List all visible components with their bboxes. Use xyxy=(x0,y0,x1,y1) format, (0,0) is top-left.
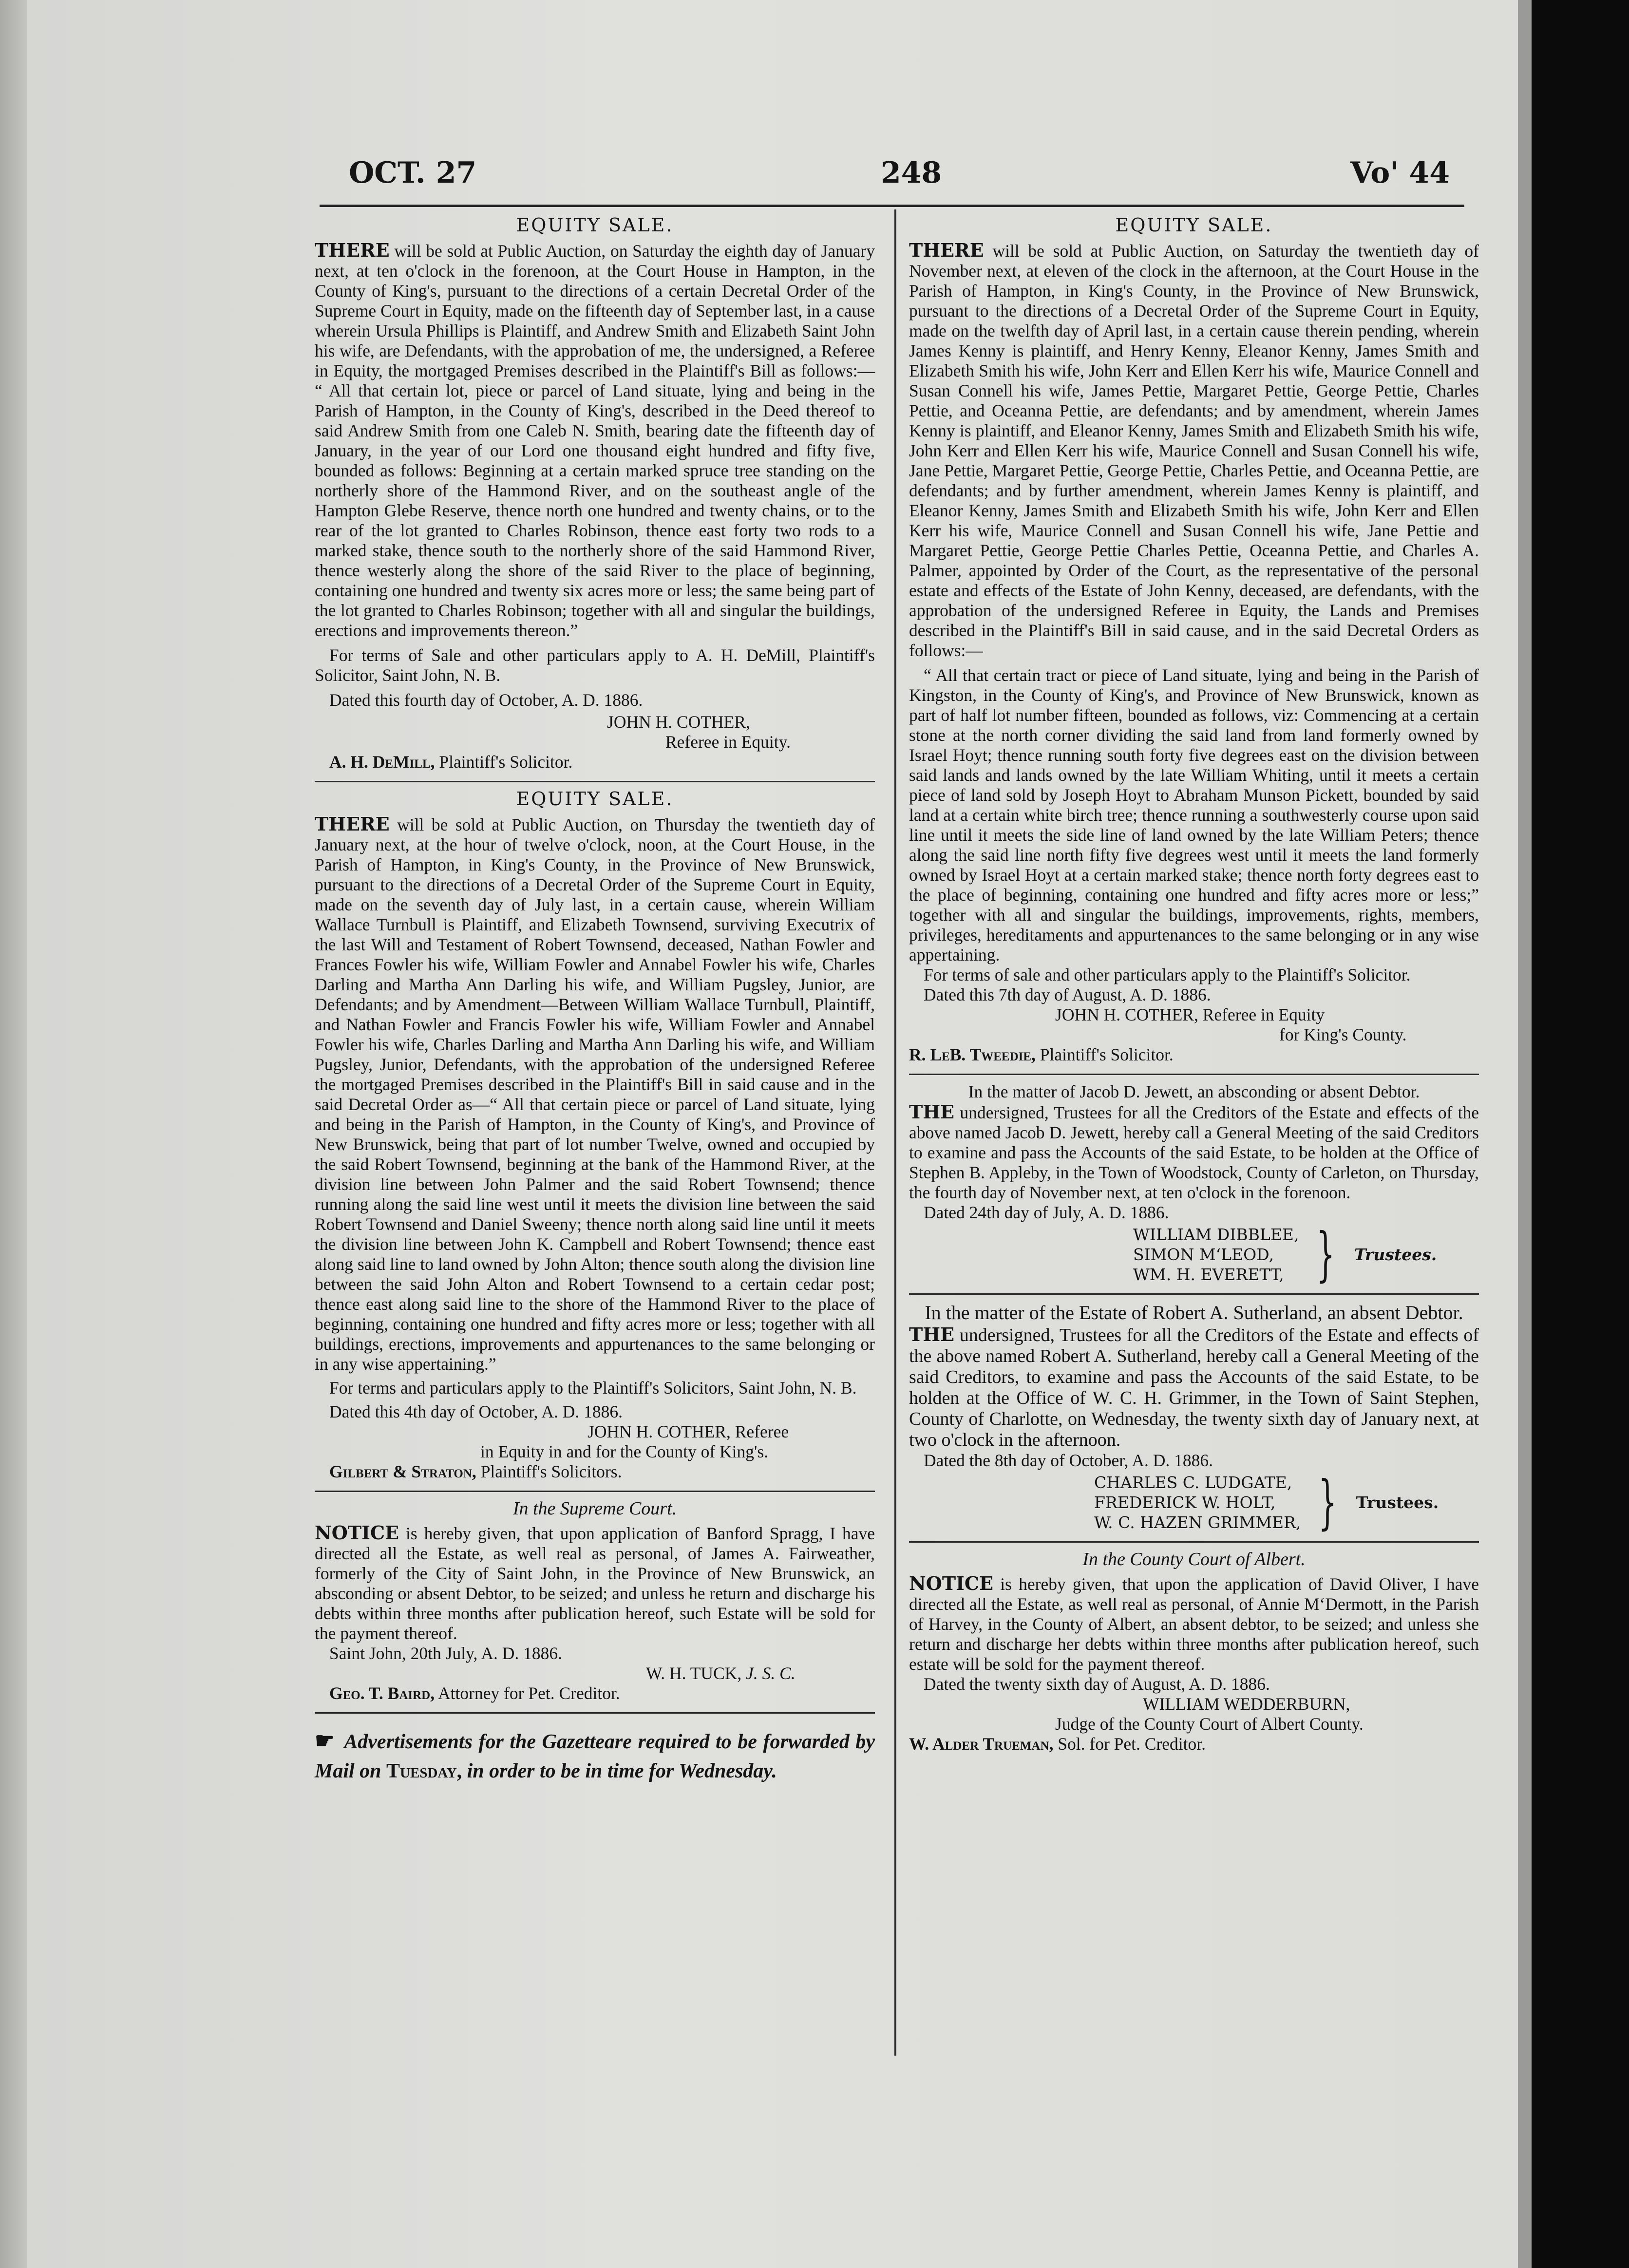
jewett-trustees-notice xyxy=(909,1082,1479,1288)
referee-line-2: in Equity in and for the County of King's. xyxy=(480,1442,769,1461)
notice-lead-word: NOTICE xyxy=(315,1522,399,1544)
notice-terms: For terms of sale and other particulars apply to the Plaintiff's Solicitor. xyxy=(924,965,1411,984)
solicitor-title: Plaintiff's Solicitors. xyxy=(480,1462,622,1481)
pointing-hand-icon: ☛ xyxy=(315,1728,335,1753)
notice-body xyxy=(315,1523,875,1644)
section-rule xyxy=(315,1712,875,1714)
solicitor-title: Plaintiff's Solicitor. xyxy=(439,752,573,772)
notice-heading: EQUITY SALE. xyxy=(516,214,674,236)
solicitor-title: Sol. for Pet. Creditor. xyxy=(1058,1734,1206,1754)
notice-heading: EQUITY SALE. xyxy=(1115,214,1273,236)
solicitor-line xyxy=(909,1734,1479,1754)
notice-text: is hereby given, that upon the application of David Oliver, I have directed all the Estate, as well real as personal, of Annie M‘Dermott, in the Parish of Harvey, in the County of Albert, an absent debtor, to be seized; and unless she return and discharge her debts within three months after publication hereof, such estate will be sold for the payment thereof. xyxy=(909,1574,1479,1674)
notice-dated: Dated this fourth day of October, A. D. 1886. xyxy=(329,690,643,710)
notice-terms: For terms and particulars apply to the Plaintiff's Solicitors, Saint John, N. B. xyxy=(329,1378,857,1398)
notice-body xyxy=(909,240,1479,661)
notice-terms: For terms of Sale and other particulars apply to A. H. DeMill, Plaintiff's Solicitor, Saint John, N. B. xyxy=(315,645,875,685)
trustees-label: Trustees. xyxy=(1356,1493,1439,1512)
notice-text: undersigned, Trustees for all the Creditors of the Estate and effects of the above named Robert A. Sutherland, hereby call a General Meeting of the said Creditors, to examine and pass the Accounts of the said Estate, to be holden at the Office of W. C. H. Grimmer, in the Town of Saint Stephen, County of Charlotte, on Wednesday, the twenty sixth day of January next, at two o'clock in the afternoon. xyxy=(909,1325,1479,1450)
notice-lead-word: THE xyxy=(909,1101,955,1123)
right-column xyxy=(909,214,1479,1754)
solicitor-name: W. Alder Trueman, xyxy=(909,1734,1054,1754)
notice-lead-word: THERE xyxy=(315,813,390,835)
notice-dated: Dated the twenty sixth day of August, A. D. 1886. xyxy=(924,1674,1270,1694)
section-rule xyxy=(315,781,875,782)
solicitor-title: Plaintiff's Solicitor. xyxy=(1040,1045,1174,1064)
solicitor-name: A. H. DeMill, xyxy=(329,752,435,772)
notice-text: will be sold at Public Auction, on Thursday the twentieth day of January next, at the hour of twelve o'clock, noon, at the Court House, in the Parish of Hampton, in King's County, in the Province of New Brunswick, pursuant to the directions of a Decretal Order of the Supreme Court in Equity, made on the seventh day of July last, in a certain cause, wherein William Wallace Turnbull is Plaintiff, and Elizabeth Townsend, surviving Executrix of the last Will and Testament of Robert Townsend, deceased, Nathan Fowler and Frances Fowler his wife, William Fowler and Annabel Fowler his wife, Charles Darling and Martha Ann Darling his wife, and William Pugsley, Junior, are Defendants; and by Amendment—Between William Wallace Turnbull, Plaintiff, and Nathan Fowler and Francis Fowler his wife, William Fowler and Annabel Fowler his wife, Charles Darling and Martha Ann Darling his wife, and William Pugsley, Junior, Defendants, with the approbation of the undersigned Referee the mortgaged Premises described in the Plaintiff's Bill in said cause and in the said Decretal Order as—“ All that certain piece or parcel of Land situate, lying and being in the Parish of Hampton, in the County of King's, and Province of New Brunswick, being that part of lot number Twelve, owned and occupied by the said Robert Townsend, beginning at the bank of the Hammond River, at the division line between John Palmer and the said Robert Townsend; thence running along the said line west until it meets the division line between the said Robert Townsend and Daniel Sweeny; thence north along said line until it meets the division line between John K. Campbell and Robert Townsend; thence east along said line to land owned by John Alton; thence south along the division line between the said John Alton and Robert Townsend to a certain cedar post; thence east along said line to the shore of the Hammond River to the place of beginning, containing one hundred and fifty acres more or less; together with all buildings, erections, improvements and appurtenances to the same belonging or in any wise appertaining.” xyxy=(315,815,875,1374)
advert-text-2: in order to be in time for Wednesday. xyxy=(467,1760,777,1782)
referee-title: Referee in Equity. xyxy=(665,732,791,752)
scan-binding-edge xyxy=(0,0,31,2268)
trustee-name: WM. H. EVERETT, xyxy=(1133,1265,1284,1284)
solicitor-line xyxy=(315,752,875,772)
page-number: 248 xyxy=(881,156,942,190)
judge-name: W. H. TUCK, xyxy=(646,1663,742,1683)
court-heading: In the Supreme Court. xyxy=(512,1498,677,1519)
notice-dated: Saint John, 20th July, A. D. 1886. xyxy=(329,1644,562,1663)
trustees-signature-block xyxy=(1094,1468,1479,1536)
notice-quote: “ All that certain tract or piece of Land situate, lying and being in the Parish of Kingston, in the County of King's, and Province of New Brunswick, known as part of half lot number fifteen, bounded as follows, viz: Commencing at a certain stone at the north corner dividing the said land from land formerly owned by Israel Hoyt; thence running south forty five degrees east on the division between said lands and lands owned by the late William Whiting, until it meets a certain piece of land sold by Joseph Hoyt to Abraham Munson Pickett, bounded by said land at a certain white birch tree; thence running a southwesterly course upon said line until it meets the side line of land owned by the late William Peters; thence along the said line north fifty five degrees west until it meets the land formerly owned by Israel Hoyt at a certain marked stake; thence north forty degrees east to the place of beginning, containing one hundred and fifty acres more or less;” together with all and singular the buildings, improvements, rights, members, privileges, hereditaments and appurtenances to the same belonging or in any wise appertaining. xyxy=(909,665,1479,964)
section-rule xyxy=(315,1491,875,1492)
running-head xyxy=(27,156,1518,200)
equity-sale-notice-hampton-smith xyxy=(315,215,875,772)
notice-lead-word: THERE xyxy=(909,239,984,261)
notice-dated: Dated this 4th day of October, A. D. 1886. xyxy=(329,1402,623,1421)
notice-lead-word: THERE xyxy=(315,239,390,261)
gazette-page xyxy=(27,0,1518,2268)
court-heading: In the County Court of Albert. xyxy=(1082,1549,1306,1569)
volume-number: Vo' 44 xyxy=(1350,156,1450,190)
notice-body xyxy=(909,1324,1479,1451)
supreme-court-notice xyxy=(315,1499,875,1703)
section-rule xyxy=(909,1074,1479,1075)
notice-body xyxy=(315,240,875,641)
trustee-name: WILLIAM DIBBLEE, xyxy=(1133,1225,1299,1244)
equity-sale-notice-hampton-turnbull xyxy=(315,789,875,1482)
column-divider xyxy=(894,209,896,2056)
trustee-name: FREDERICK W. HOLT, xyxy=(1094,1493,1276,1512)
advert-text-1: Advertisements for the Gazetteare required to be forwarded by Mail on xyxy=(315,1731,875,1782)
referee-name: JOHN H. COTHER, xyxy=(607,712,750,732)
section-rule xyxy=(909,1293,1479,1295)
attorney-line xyxy=(315,1683,875,1703)
notice-body xyxy=(909,1573,1479,1674)
trustees-signature-block xyxy=(1133,1220,1479,1288)
solicitor-line xyxy=(909,1045,1479,1065)
brace-glyph: } xyxy=(1316,1220,1335,1288)
scan-right-edge xyxy=(1518,0,1532,2268)
trustee-name: CHARLES C. LUDGATE, xyxy=(1094,1473,1292,1492)
trustee-name: W. C. HAZEN GRIMMER, xyxy=(1094,1513,1301,1532)
advert-tuesday: Tuesday, xyxy=(386,1760,462,1782)
left-column xyxy=(315,214,875,1786)
attorney-title: Attorney for Pet. Creditor. xyxy=(438,1683,620,1703)
header-rule xyxy=(320,205,1464,207)
attorney-name: Geo. T. Baird, xyxy=(329,1683,435,1703)
solicitor-name: R. LeB. Tweedie, xyxy=(909,1045,1036,1064)
referee-line-2: for King's County. xyxy=(1279,1025,1407,1044)
notice-lead-word: THE xyxy=(909,1323,955,1345)
solicitor-line xyxy=(315,1462,875,1482)
referee-line-1: JOHN H. COTHER, Referee in Equity xyxy=(1055,1005,1325,1024)
judge-title: J. S. C. xyxy=(746,1663,796,1683)
notice-text: is hereby given, that upon application of Banford Spragg, I have directed all the Estate, as well real as personal, of James A. Fairweather, formerly of the City of Saint John, in the Province of New Brunswick, an absconding or absent Debtor, to be seized; and unless he return and discharge his debts within three months after publication hereof, such Estate will be sold for the payment thereof. xyxy=(315,1524,875,1643)
notice-heading: EQUITY SALE. xyxy=(516,788,674,810)
sutherland-trustees-notice xyxy=(909,1302,1479,1536)
referee-line-1: JOHN H. COTHER, Referee xyxy=(587,1422,789,1441)
trustee-names xyxy=(1094,1473,1301,1532)
judge-title: Judge of the County Court of Albert County. xyxy=(1055,1714,1364,1734)
notice-lead-word: NOTICE xyxy=(909,1572,994,1594)
albert-county-court-notice xyxy=(909,1550,1479,1754)
notice-body xyxy=(909,1102,1479,1203)
judge-name: WILLIAM WEDDERBURN, xyxy=(1143,1694,1350,1714)
issue-date: OCT. 27 xyxy=(349,156,477,190)
solicitor-name: Gilbert & Straton, xyxy=(329,1462,476,1481)
judge-line xyxy=(315,1663,875,1683)
trustees-label: Trustees. xyxy=(1354,1245,1437,1264)
section-rule xyxy=(909,1541,1479,1543)
notice-body xyxy=(315,814,875,1374)
notice-dated: Dated the 8th day of October, A. D. 1886. xyxy=(924,1451,1213,1470)
notice-dated: Dated 24th day of July, A. D. 1886. xyxy=(924,1203,1169,1222)
trustee-names xyxy=(1133,1225,1299,1285)
trustee-name: SIMON M‘LEOD, xyxy=(1133,1245,1274,1264)
notice-text: undersigned, Trustees for all the Creditors of the Estate and effects of the above named Jacob D. Jewett, hereby call a General Meeting of the said Creditors to examine and pass the Accounts of the said Estate, to be holden at the Office of Stephen B. Appleby, in the Town of Woodstock, County of Carleton, on Thursday, the fourth day of November next, at ten o'clock in the forenoon. xyxy=(909,1103,1479,1202)
equity-sale-notice-kingston-kenny xyxy=(909,215,1479,1065)
notice-text: will be sold at Public Auction, on Saturday the twentieth day of November next, at eleven of the clock in the afternoon, at the Court House in the Parish of Hampton, in King's County, in the Province of New Brunswick, pursuant to the directions of a Decretal Order of the Supreme Court in Equity, made on the twelfth day of April last, in a certain cause therein pending, wherein James Kenny is plaintiff, and Henry Kenny, Eleanor Kenny, James Smith and Elizabeth Smith his wife, John Kerr and Ellen Kerr his wife, Maurice Connell and Susan Connell his wife, James Pettie, Margaret Pettie, George Pettie, Charles Pettie, and Oceanna Pettie, are defendants; and by amendment, wherein James Kenny is plaintiff, and Eleanor Kenny, James Smith and Elizabeth Smith his wife, John Kerr and Ellen Kerr his wife, Maurice Connell and Susan Connell his wife, Jane Pettie, Margaret Pettie, George Pettie, Charles Pettie, and Oceanna Pettie, are defendants; and by further amendment, wherein James Kenny is plaintiff, and Eleanor Kenny, James Smith and Elizabeth Smith his wife, John Kerr and Ellen Kerr his wife, Maurice Connell and Susan Connell his wife, Jane Pettie and Margaret Pettie, George Pettie Charles Pettie, Oceanna Pettie, and Charles A. Palmer, appointed by Order of the Court, as the representative of the personal estate and effects of the Estate of John Kenny, deceased, are defendants, with the approbation of the undersigned Referee in Equity, the Lands and Premises described in the Plaintiff's Bill in said cause, and in the said Decretal Orders as follows:— xyxy=(909,241,1479,660)
brace-glyph: } xyxy=(1318,1468,1337,1536)
matter-heading: In the matter of the Estate of Robert A. Sutherland, an absent Debtor. xyxy=(925,1302,1463,1323)
advertisement-deadline-notice xyxy=(315,1726,875,1786)
matter-heading: In the matter of Jacob D. Jewett, an absconding or absent Debtor. xyxy=(968,1082,1420,1101)
notice-dated: Dated this 7th day of August, A. D. 1886. xyxy=(924,985,1211,1004)
notice-text: will be sold at Public Auction, on Saturday the eighth day of January next, at ten o'clock in the forenoon, at the Court House in Hampton, in the County of King's, pursuant to the directions of a certain Decretal Order of the Supreme Court in Equity, made on the fifteenth day of September last, in a cause wherein Ursula Phillips is Plaintiff, and Andrew Smith and Elizabeth Saint John his wife, are Defendants, with the approbation of me, the undersigned, a Referee in Equity, the mortgaged Premises described in the Plaintiff's Bill as follows:— “ All that certain lot, piece or parcel of Land situate, lying and being in the Parish of Hampton, in the County of King's, described in the Deed thereof to said Andrew Smith from one Caleb N. Smith, bearing date the fifteenth day of January, in the year of our Lord one thousand eight hundred and fifty five, bounded as follows: Beginning at a certain marked spruce tree standing on the northerly shore of the Hammond River, and on the southeast angle of the Hampton Glebe Reserve, thence north one hundred and twenty chains, or to the rear of the lot granted to Charles Robinson, thence east forty two rods to a marked stake, thence south to the northerly shore of the said Hammond River, thence westerly along the shore of the said River to the place of beginning, containing one hundred and twenty six acres more or less; the same being part of the lot granted to Charles Robinson; together with all and singular the buildings, erections and improvements thereon.” xyxy=(315,241,875,640)
